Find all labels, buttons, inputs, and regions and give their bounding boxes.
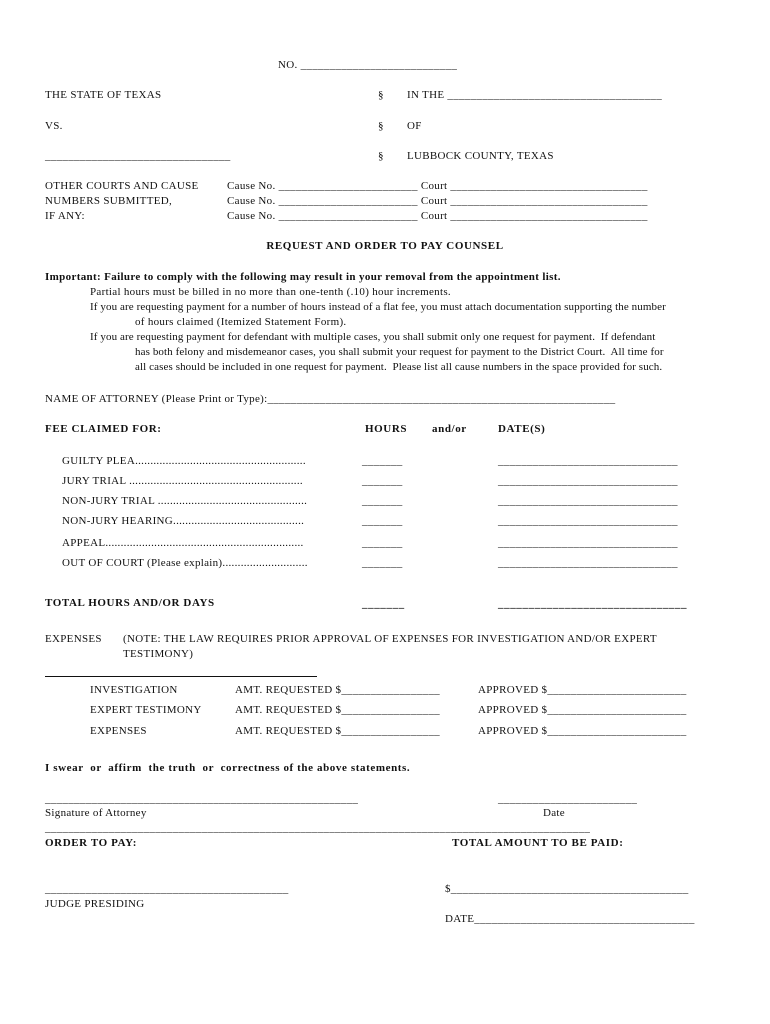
in-the-court-field[interactable]: IN THE _____________________________________ xyxy=(407,89,662,101)
dates-heading: DATE(S) xyxy=(498,423,546,435)
amount-requested-field[interactable]: AMT. REQUESTED $_________________ xyxy=(235,704,440,716)
judge-signature-field[interactable]: __________________________________________ xyxy=(45,883,289,895)
versus-label: VS. xyxy=(45,120,63,132)
form-title: REQUEST AND ORDER TO PAY COUNSEL xyxy=(266,240,504,252)
fee-item-label: APPEAL................................................................. xyxy=(62,537,304,549)
amount-approved-field[interactable]: APPROVED $________________________ xyxy=(478,704,687,716)
county-label: LUBBOCK COUNTY, TEXAS xyxy=(407,150,554,162)
instruction-line: If you are requesting payment for defendant with multiple cases, you shall submit only one request for payment. If defendant xyxy=(90,331,656,343)
cause-number-field[interactable]: NO. ___________________________ xyxy=(278,59,458,71)
cause-court-row[interactable]: Cause No. ________________________ Court __________________________________ xyxy=(227,180,648,192)
signature-label: Signature of Attorney xyxy=(45,807,147,819)
instruction-line: all cases should be included in one request for payment. Please list all cause numbers in the space provided for such. xyxy=(135,361,663,373)
important-notice: Important: Failure to comply with the following may result in your removal from the appointment list. xyxy=(45,271,561,283)
total-hours-input[interactable]: _______ xyxy=(362,598,405,610)
and-or-heading: and/or xyxy=(432,423,467,435)
signature-date-field[interactable]: ________________________ xyxy=(498,793,638,805)
expenses-note: TESTIMONY) xyxy=(123,648,194,660)
fee-item-label: NON-JURY HEARING........................................... xyxy=(62,515,305,527)
expenses-label: EXPENSES xyxy=(45,633,102,645)
date-input[interactable]: _______________________________ xyxy=(498,455,678,467)
divider xyxy=(45,676,317,677)
hours-input[interactable]: _______ xyxy=(362,537,403,549)
section-symbol: § xyxy=(378,89,384,101)
expense-name: INVESTIGATION xyxy=(90,684,178,696)
other-courts-label: OTHER COURTS AND CAUSE xyxy=(45,180,199,192)
defendant-name-field[interactable]: ________________________________ xyxy=(45,150,231,162)
total-date-input[interactable]: _______________________________ xyxy=(498,598,688,610)
separator-line: ______________________________________________________________________________________________ xyxy=(45,822,591,834)
order-date-field[interactable]: DATE______________________________________ xyxy=(445,913,695,925)
section-symbol: § xyxy=(378,150,384,162)
hours-input[interactable]: _______ xyxy=(362,515,403,527)
order-to-pay-label: ORDER TO PAY: xyxy=(45,837,137,849)
amount-requested-field[interactable]: AMT. REQUESTED $_________________ xyxy=(235,725,440,737)
expense-name: EXPENSES xyxy=(90,725,147,737)
fee-item-label: NON-JURY TRIAL ................................................. xyxy=(62,495,308,507)
of-label: OF xyxy=(407,120,422,132)
instruction-line: has both felony and misdemeanor cases, you shall submit your request for payment to the District Court. All time for xyxy=(135,346,664,358)
section-symbol: § xyxy=(378,120,384,132)
date-input[interactable]: _______________________________ xyxy=(498,557,678,569)
attorney-signature-field[interactable]: ______________________________________________________ xyxy=(45,793,359,805)
instruction-line: If you are requesting payment for a number of hours instead of a flat fee, you must attach documentation supporting the number xyxy=(90,301,666,313)
date-input[interactable]: _______________________________ xyxy=(498,537,678,549)
hours-heading: HOURS xyxy=(365,423,408,435)
other-courts-label: IF ANY: xyxy=(45,210,85,222)
other-courts-label: NUMBERS SUBMITTED, xyxy=(45,195,173,207)
total-amount-field[interactable]: $_________________________________________ xyxy=(445,883,689,895)
fee-claimed-heading: FEE CLAIMED FOR: xyxy=(45,423,162,435)
fee-item-label: OUT OF COURT (Please explain)............................ xyxy=(62,557,308,569)
cause-court-row[interactable]: Cause No. ________________________ Court __________________________________ xyxy=(227,195,648,207)
date-input[interactable]: _______________________________ xyxy=(498,495,678,507)
judge-presiding-label: JUDGE PRESIDING xyxy=(45,898,145,910)
amount-approved-field[interactable]: APPROVED $________________________ xyxy=(478,684,687,696)
cause-court-row[interactable]: Cause No. ________________________ Court __________________________________ xyxy=(227,210,648,222)
expense-name: EXPERT TESTIMONY xyxy=(90,704,202,716)
instruction-line: Partial hours must be billed in no more than one-tenth (.10) hour increments. xyxy=(90,286,451,298)
affirmation-statement: I swear or affirm the truth or correctness of the above statements. xyxy=(45,762,411,774)
date-label: Date xyxy=(543,807,565,819)
attorney-name-field[interactable]: NAME OF ATTORNEY (Please Print or Type):____________________________________________________________ xyxy=(45,393,616,405)
date-input[interactable]: _______________________________ xyxy=(498,475,678,487)
hours-input[interactable]: _______ xyxy=(362,455,403,467)
state-of-texas: THE STATE OF TEXAS xyxy=(45,89,162,101)
amount-approved-field[interactable]: APPROVED $________________________ xyxy=(478,725,687,737)
amount-requested-field[interactable]: AMT. REQUESTED $_________________ xyxy=(235,684,440,696)
fee-item-label: JURY TRIAL ......................................................... xyxy=(62,475,303,487)
hours-input[interactable]: _______ xyxy=(362,495,403,507)
instruction-line: of hours claimed (Itemized Statement Form). xyxy=(135,316,347,328)
date-input[interactable]: _______________________________ xyxy=(498,515,678,527)
total-amount-label: TOTAL AMOUNT TO BE PAID: xyxy=(452,837,624,849)
fee-item-label: GUILTY PLEA........................................................ xyxy=(62,455,306,467)
hours-input[interactable]: _______ xyxy=(362,475,403,487)
hours-input[interactable]: _______ xyxy=(362,557,403,569)
expenses-note: (NOTE: THE LAW REQUIRES PRIOR APPROVAL OF EXPENSES FOR INVESTIGATION AND/OR EXPERT xyxy=(123,633,657,645)
total-hours-label: TOTAL HOURS AND/OR DAYS xyxy=(45,597,215,609)
